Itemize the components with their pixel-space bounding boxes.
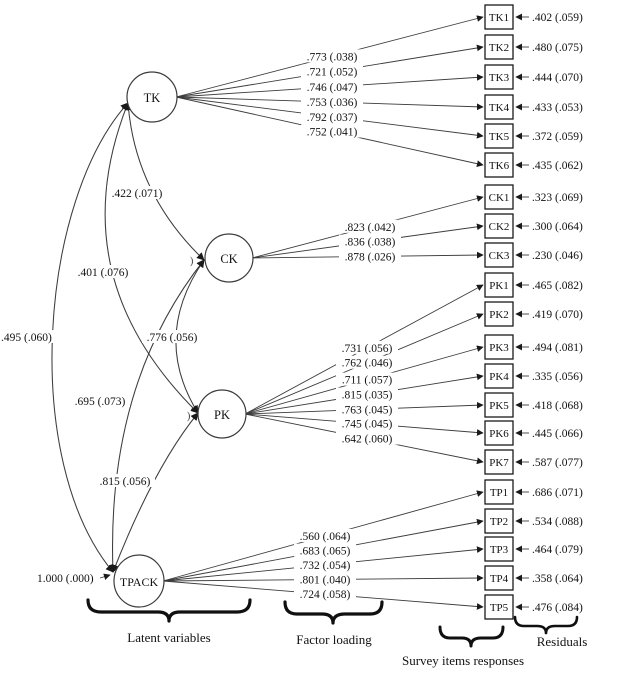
covariance-path-PK-TPACK [113,413,198,572]
residual-value-PK6: .445 (.066) [532,428,583,440]
variance-group [37,573,110,585]
loading-value-PK1: .731 (.056) [341,342,393,355]
residual-value-CK2: .300 (.064) [532,221,583,233]
item-label-TP5: TP5 [489,602,509,614]
item-label-TP1: TP1 [489,487,509,499]
loading-value-TP4: .801 (.040) [299,574,351,587]
variance-path-TPACK [100,575,110,578]
loading-value-TP3: .732 (.054) [299,559,351,572]
loading-value-PK4: .815 (.035) [341,389,393,402]
loading-value-PK2: .762 (.046) [341,357,393,370]
item-boxes [485,5,583,619]
loading-value-TK1: .773 (.038) [306,51,358,64]
loading-value-TK2: .721 (.052) [306,66,358,79]
brace-latent-variables [88,600,250,621]
residual-value-TK1: .402 (.059) [532,12,583,24]
latent-label-TPACK: TPACK [119,575,159,589]
residual-value-TK3: .444 (.070) [532,72,583,84]
item-label-TK3: TK3 [488,72,510,84]
residual-value-TK6: .435 (.062) [532,160,583,172]
loading-value-TK6: .752 (.041) [306,126,358,139]
stray-glyph: ) [187,411,191,422]
residual-value-PK3: .494 (.081) [532,342,583,354]
item-label-TK4: TK4 [488,102,510,114]
residual-value-TK5: .372 (.059) [532,131,583,143]
covariance-value-CK-TPACK: .695 (.073) [74,396,126,408]
latent-label-CK: CK [220,252,238,266]
item-label-TK5: TK5 [488,131,510,143]
loading-value-TK3: .746 (.047) [306,81,358,94]
legend-latent-variables: Latent variables [127,630,211,645]
item-label-PK3: PK3 [489,342,509,354]
residual-value-CK3: .230 (.046) [532,250,583,262]
residual-value-PK7: .587 (.077) [532,457,583,469]
covariance-value-CK-PK: .776 (.056) [146,332,198,344]
latent-label-TK: TK [143,91,161,105]
latent-label-PK: PK [214,408,230,422]
covariance-value-TK-TPACK: .495 (.060) [1,332,52,344]
loading-value-TP2: .683 (.065) [299,545,351,558]
residual-value-TP4: .358 (.064) [532,573,583,585]
item-label-CK3: CK3 [488,250,510,262]
loading-value-PK6: .745 (.045) [341,418,393,431]
item-label-TK6: TK6 [488,160,510,172]
loading-value-TK4: .753 (.036) [306,97,358,110]
residual-value-CK1: .323 (.069) [532,192,583,204]
item-label-TP4: TP4 [489,573,509,585]
loading-value-TK5: .792 (.037) [306,111,358,124]
covariance-value-TK-PK: .401 (.076) [77,267,129,279]
item-label-PK5: PK5 [489,400,509,412]
item-label-CK2: CK2 [488,221,510,233]
legend-survey-items: Survey items responses [401,653,525,668]
loading-value-PK7: .642 (.060) [341,433,393,446]
loading-value-CK1: .823 (.042) [344,221,396,234]
covariance-value-PK-TPACK: .815 (.056) [99,476,151,488]
item-label-TP3: TP3 [489,544,509,556]
brace-factor-loading [285,602,382,623]
residual-value-TK2: .480 (.075) [532,42,583,54]
covariance-path-TK-CK [128,103,204,260]
covariance-labels [0,186,202,488]
item-label-PK2: PK2 [489,309,509,321]
residual-value-TP5: .476 (.084) [532,602,583,614]
residual-value-TP1: .686 (.071) [532,487,583,499]
stray-glyph: ) [190,256,194,267]
loading-value-PK3: .711 (.057) [341,374,393,387]
loading-value-CK2: .836 (.038) [344,236,396,249]
item-label-TP2: TP2 [489,516,509,528]
covariance-path-TK-PK [105,103,198,413]
loading-labels [294,49,401,601]
item-label-PK6: PK6 [489,428,509,440]
legend-factor-loading: Factor loading [296,632,372,647]
residual-value-PK5: .418 (.068) [532,400,583,412]
covariance-path-TK-TPACK [52,103,128,572]
residual-value-TP2: .534 (.088) [532,516,583,528]
legend-residuals: Residuals [536,634,588,649]
item-label-PK1: PK1 [489,280,509,292]
residual-value-TK4: .433 (.053) [532,102,583,114]
residual-value-PK4: .335 (.056) [532,371,583,383]
item-label-TK2: TK2 [488,42,510,54]
loading-value-TP5: .724 (.058) [299,589,351,602]
brace-survey-items [440,627,503,646]
brace-residuals [515,617,577,633]
item-label-TK1: TK1 [488,12,510,24]
residual-value-TP3: .464 (.079) [532,544,583,556]
item-label-CK1: CK1 [488,192,510,204]
variance-value-TPACK: 1.000 (.000) [37,573,94,585]
item-label-PK4: PK4 [489,371,509,383]
covariance-value-TK-CK: .422 (.071) [111,188,163,200]
loading-value-PK5: .763 (.045) [341,404,393,417]
item-label-PK7: PK7 [489,457,509,469]
residual-value-PK2: .419 (.070) [532,309,583,321]
loading-value-CK3: .878 (.026) [344,251,396,264]
loading-value-TP1: .560 (.064) [299,530,351,543]
residual-value-PK1: .465 (.082) [532,280,583,292]
